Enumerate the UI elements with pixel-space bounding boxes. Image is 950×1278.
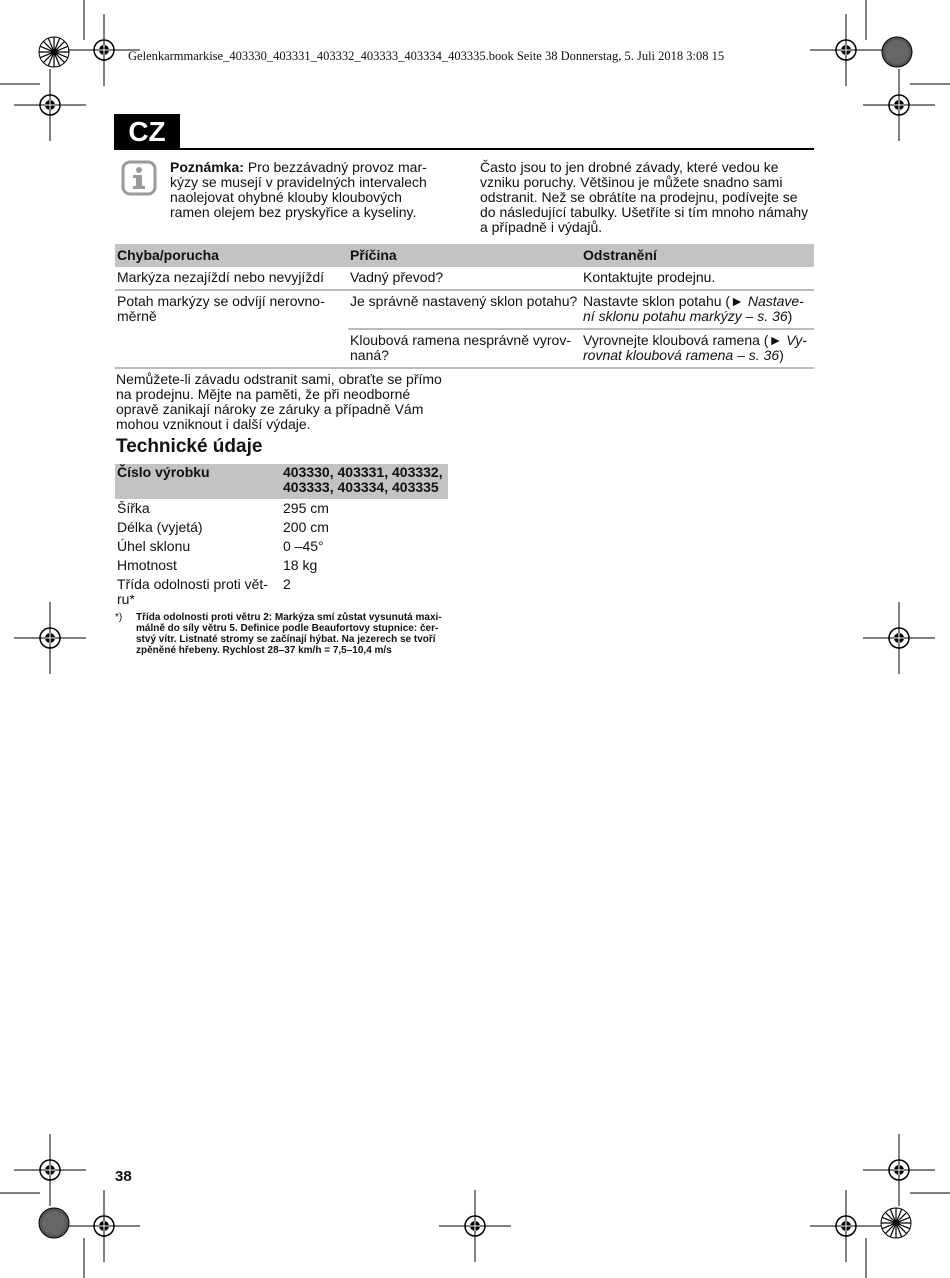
intro-line: Často jsou to jen drobné závady, které vedou ke — [480, 159, 779, 175]
print-header: Gelenkarmmarkise_403330_403331_403332_403333_403334_403335.book Seite 38 Donnerstag, 5. Juli 2018 3:08 15 — [128, 49, 725, 63]
paragraph-line: mohou vzniknout i další výdaje. — [116, 416, 311, 432]
footnote-text: Třída odolnosti proti větru 2: Markýza smí zůstat vysunutá maxi- málně do síly větru 5. Definice podle Beaufortovy stupnice: čer- stvý vítr. Listnaté stromy se začínají hýbat. Na jezerech se tvoří zpěněné hřebeny. Rychlost 28–37 km/h = 7,5–10,4 m/s — [136, 612, 442, 656]
remedy-cell: Kontaktujte prodejnu. — [581, 267, 814, 290]
cause-cell: Kloubová ramena nesprávně vyrov- naná? — [348, 329, 581, 368]
section-rule — [114, 148, 814, 150]
troubleshooting-intro — [480, 160, 814, 235]
note-label: Poznámka: — [170, 159, 244, 175]
spec-key: Třída odolnosti proti vět- ru* — [117, 576, 268, 607]
fault-table-header — [115, 244, 814, 267]
dealer-contact-paragraph — [116, 372, 450, 432]
technical-data-table — [115, 464, 448, 609]
fault-text: Potah markýzy se odvíjí nerovno- měrně — [117, 293, 325, 324]
paragraph-line: na prodejnu. Mějte na paměti, že při neodborné — [116, 386, 411, 402]
intro-line: do následující tabulky. Ušetříte si tím mnoho námahy — [480, 204, 809, 220]
header-product-numbers: 403330, 403331, 403332, 403333, 403334, 403335 — [281, 464, 448, 499]
spec-value: 295 cm — [283, 500, 329, 516]
language-badge: CZ — [114, 114, 180, 150]
spec-value: 2 — [283, 576, 291, 592]
intro-line: a případně i výdajů. — [480, 219, 603, 235]
table-row — [115, 267, 814, 290]
spec-value: 200 cm — [283, 519, 329, 535]
remedy-end: ) — [787, 308, 793, 324]
remedy-cell — [581, 329, 814, 368]
maintenance-note — [170, 160, 466, 220]
tech-table-header — [115, 464, 448, 499]
fault-cell — [115, 290, 348, 368]
remedy-reference: Vy- rovnat kloubová ramena – s. 36 — [583, 332, 807, 363]
fault-table — [115, 244, 814, 369]
note-line: Pro bezzávadný provoz mar- — [247, 159, 427, 175]
footnote — [115, 612, 453, 656]
page-number: 38 — [115, 1168, 132, 1185]
section-heading: Technické údaje — [116, 436, 263, 457]
cause-cell: Je správně nastavený sklon potahu? — [348, 290, 581, 329]
spec-value: 0 –45° — [283, 538, 324, 554]
table-row — [115, 537, 448, 556]
note-line: naolejovat ohybné klouby kloubových — [170, 189, 402, 205]
spec-key: Šířka — [117, 500, 150, 516]
remedy-text: Nastavte sklon potahu (► — [583, 293, 748, 309]
spec-key: Hmotnost — [117, 557, 177, 573]
note-line: ramen olejem bez pryskyřice a kyseliny. — [170, 204, 417, 220]
header-cause: Příčina — [348, 244, 581, 267]
header-remedy: Odstranění — [581, 244, 814, 267]
table-row — [115, 575, 448, 609]
intro-line: odstranit. Než se obrátíte na prodejnu, podívejte se — [480, 189, 798, 205]
fault-cell: Markýza nezajíždí nebo nevyjíždí — [115, 267, 348, 290]
table-row — [115, 290, 814, 329]
spec-value: 18 kg — [283, 557, 318, 573]
table-row — [115, 556, 448, 575]
info-icon — [121, 160, 157, 196]
header-fault: Chyba/porucha — [115, 244, 348, 267]
remedy-end: ) — [779, 347, 784, 363]
paragraph-line: Nemůžete-li závadu odstranit sami, obraťte se přímo — [116, 371, 442, 387]
remedy-cell — [581, 290, 814, 329]
table-row — [115, 499, 448, 518]
remedy-text: Vyrovnejte kloubová ramena (► — [583, 332, 787, 348]
header-product-number-label: Číslo výrobku — [115, 464, 281, 499]
note-line: kýzy se musejí v pravidelných intervalech — [170, 174, 427, 190]
table-row — [115, 518, 448, 537]
paragraph-line: opravě zanikají nároky ze záruky a případně Vám — [116, 401, 424, 417]
spec-key: Délka (vyjetá) — [117, 519, 203, 535]
intro-line: vzniku poruchy. Většinou je můžete snadno sami — [480, 174, 783, 190]
cause-cell: Vadný převod? — [348, 267, 581, 290]
footnote-mark: *) — [115, 612, 123, 623]
spec-key: Úhel sklonu — [117, 538, 191, 554]
remedy-reference: Nastave- ní sklonu potahu markýzy – s. 36 — [583, 293, 804, 324]
